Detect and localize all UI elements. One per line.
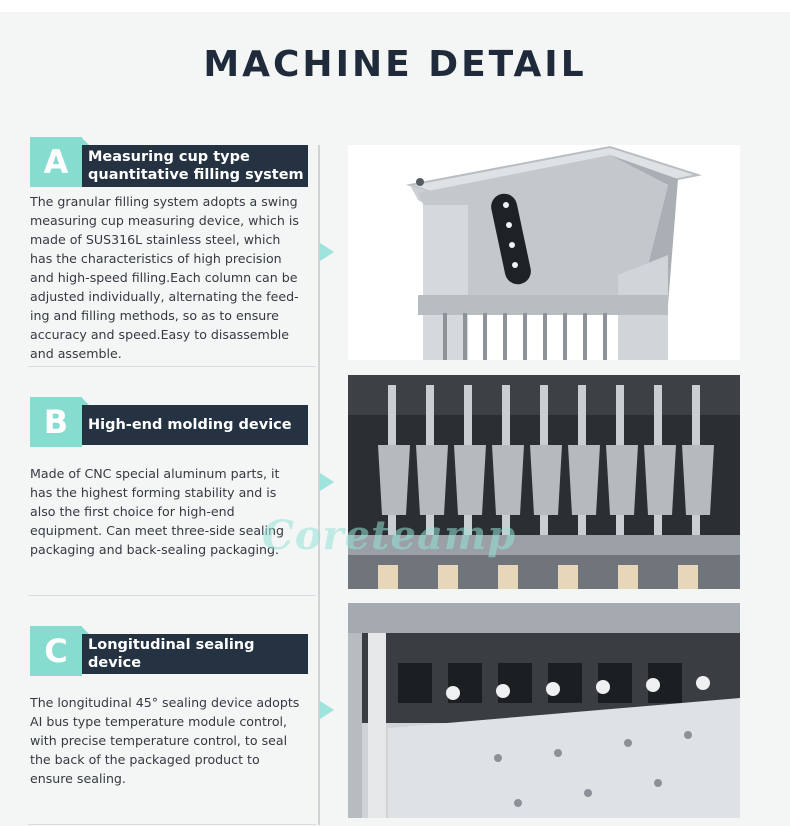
section-c-pointer-icon (320, 701, 334, 719)
section-divider (28, 366, 316, 367)
section-a-pointer-icon (320, 243, 334, 261)
section-c-heading: Longitudinal sealing device (82, 634, 308, 674)
section-a-letter: A (30, 137, 82, 187)
sealing-device-photo (348, 603, 740, 818)
section-a-heading (82, 145, 308, 187)
section-a-heading-line2: quantitative filling system (88, 167, 304, 183)
section-a-heading-line1: Measuring cup type (88, 149, 250, 165)
section-a-body: The granular filling system adopts a swing measuring cup measuring device, which is made of SUS316L stainless steel, which has the characteristics of high precision and high-speed filling.Each column can be adjusted individually, alternating the feed-ing and filling methods, so as to ensure accuracy and speed.Easy to disassemble and assemble. (30, 194, 299, 361)
section-c-letter: C (30, 626, 82, 676)
section-b-letter: B (30, 397, 82, 447)
section-c-body: The longitudinal 45° sealing device adopts AI bus type temperature module control, with precise temperature control, to seal the back of the packaged product to ensure sealing. (30, 695, 300, 786)
page-title: MACHINE DETAIL (203, 44, 587, 85)
section-b-body: Made of CNC special aluminum parts, it has the highest forming stability and is also the first choice for high-end equipment. Can meet three-side sealing packaging and back-sealing packaging. (30, 466, 285, 557)
watermark-text: Coreteamp (262, 512, 517, 559)
sealing-device-image (348, 603, 740, 818)
filling-system-photo (348, 145, 740, 360)
section-b-pointer-icon (320, 473, 334, 491)
filling-system-image (348, 145, 740, 360)
section-divider (28, 595, 316, 596)
section-b-heading: High-end molding device (82, 405, 308, 445)
section-divider (28, 824, 316, 825)
